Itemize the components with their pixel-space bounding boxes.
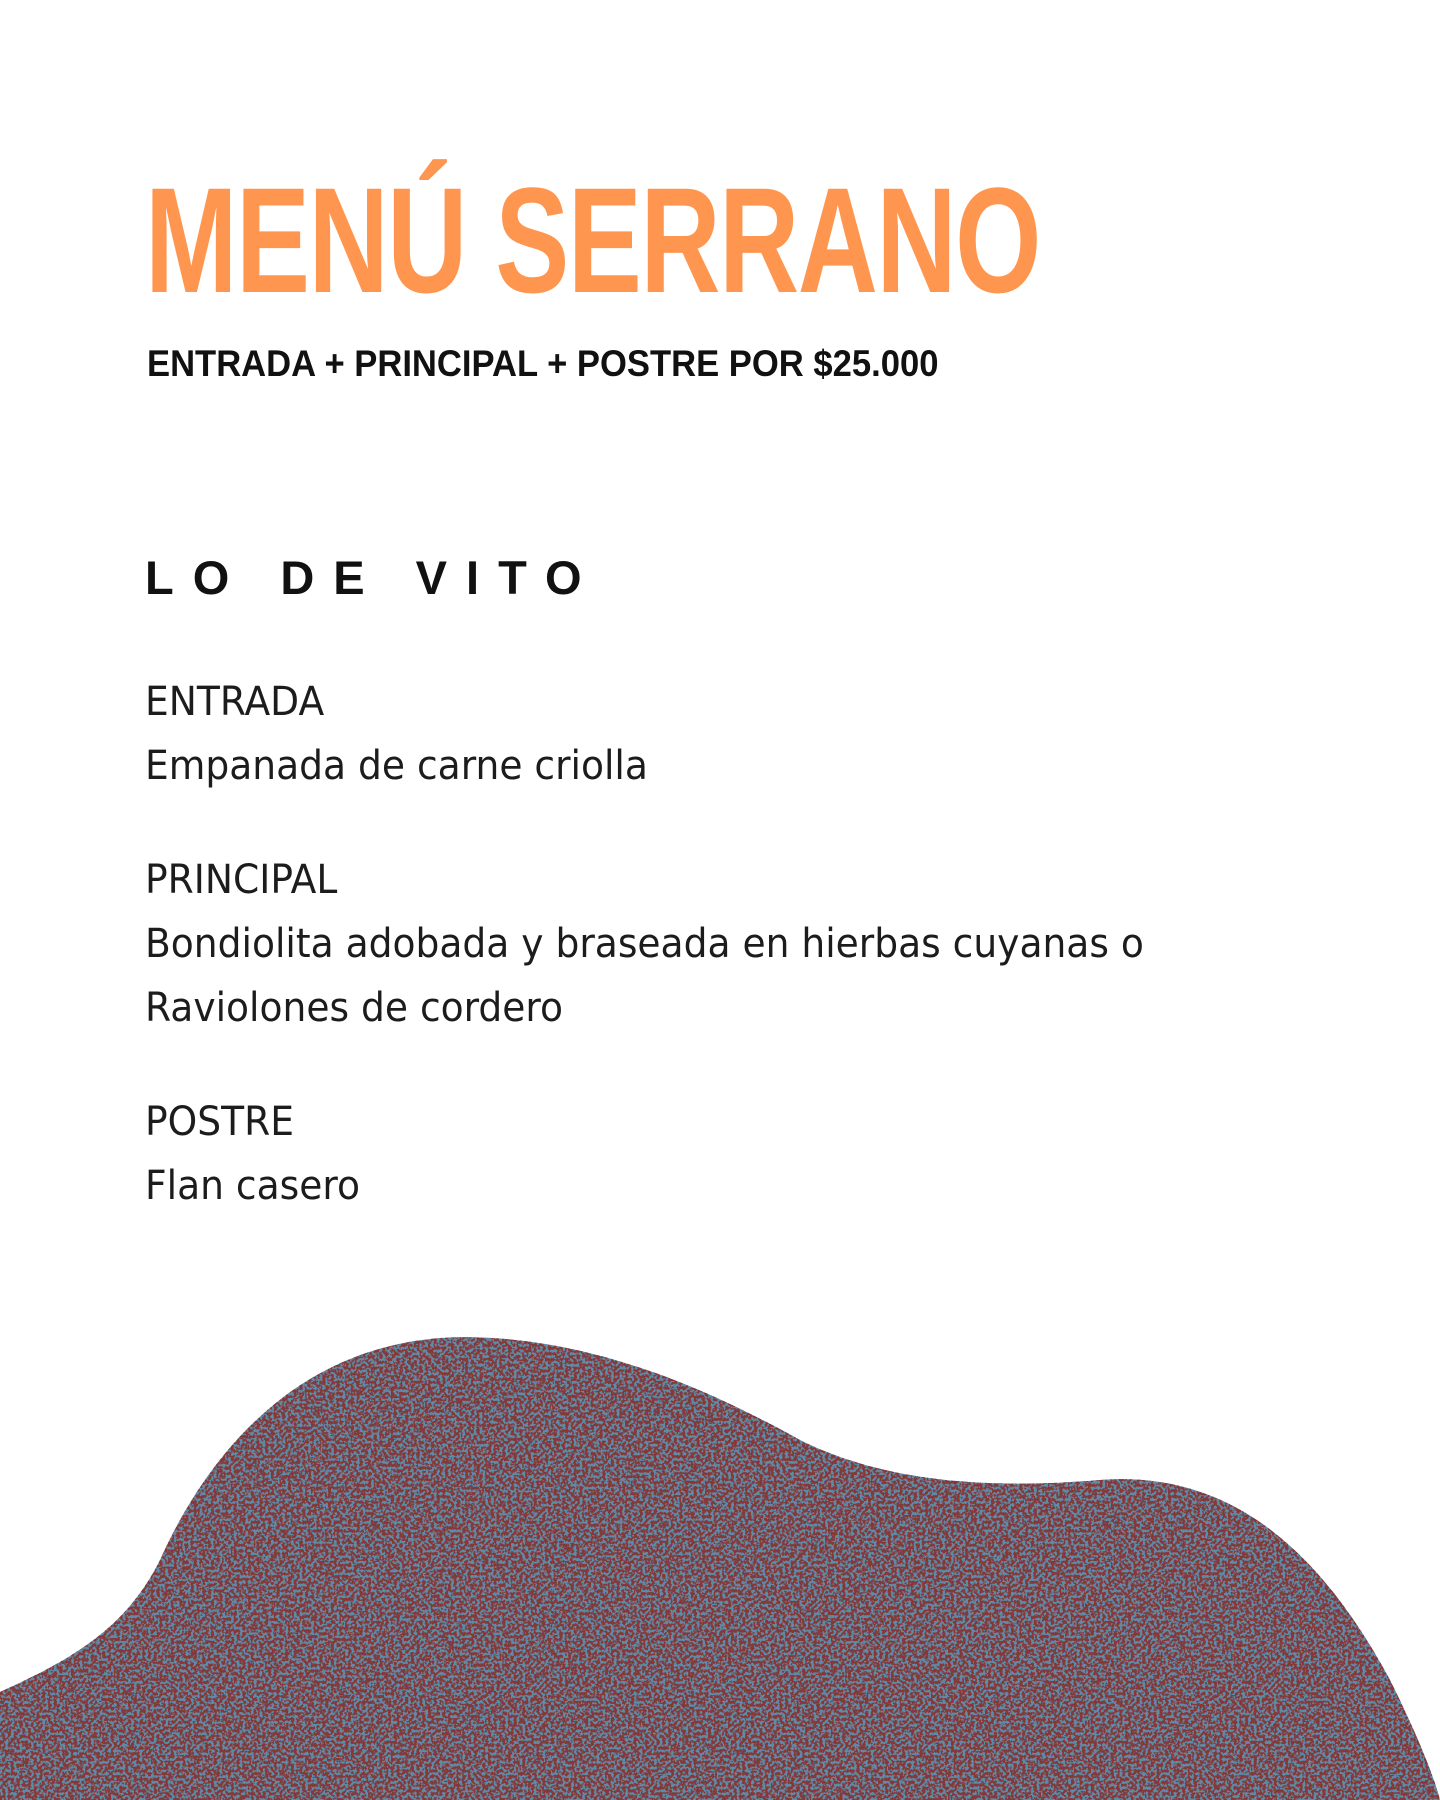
course-label: POSTRE (145, 1099, 294, 1145)
decorative-mountain-blob (0, 1330, 1440, 1800)
menu-price-subtitle: ENTRADA + PRINCIPAL + POSTRE POR $25.000 (147, 343, 939, 384)
course-postre (145, 1090, 1295, 1218)
course-entrada (145, 670, 1295, 798)
course-label: ENTRADA (145, 679, 325, 725)
course-list (145, 670, 1295, 1268)
course-item: Flan casero (145, 1163, 360, 1209)
menu-title: MENÚ SERRANO (145, 156, 1040, 324)
restaurant-name: LO DE VITO (145, 551, 601, 604)
course-principal (145, 848, 1295, 1040)
course-label: PRINCIPAL (145, 857, 338, 903)
course-item: Bondiolita adobada y braseada en hierbas cuyanas o (145, 921, 1144, 967)
blob-speckle-texture (0, 1330, 1440, 1800)
course-item: Empanada de carne criolla (145, 743, 648, 789)
course-item: Raviolones de cordero (145, 985, 564, 1031)
